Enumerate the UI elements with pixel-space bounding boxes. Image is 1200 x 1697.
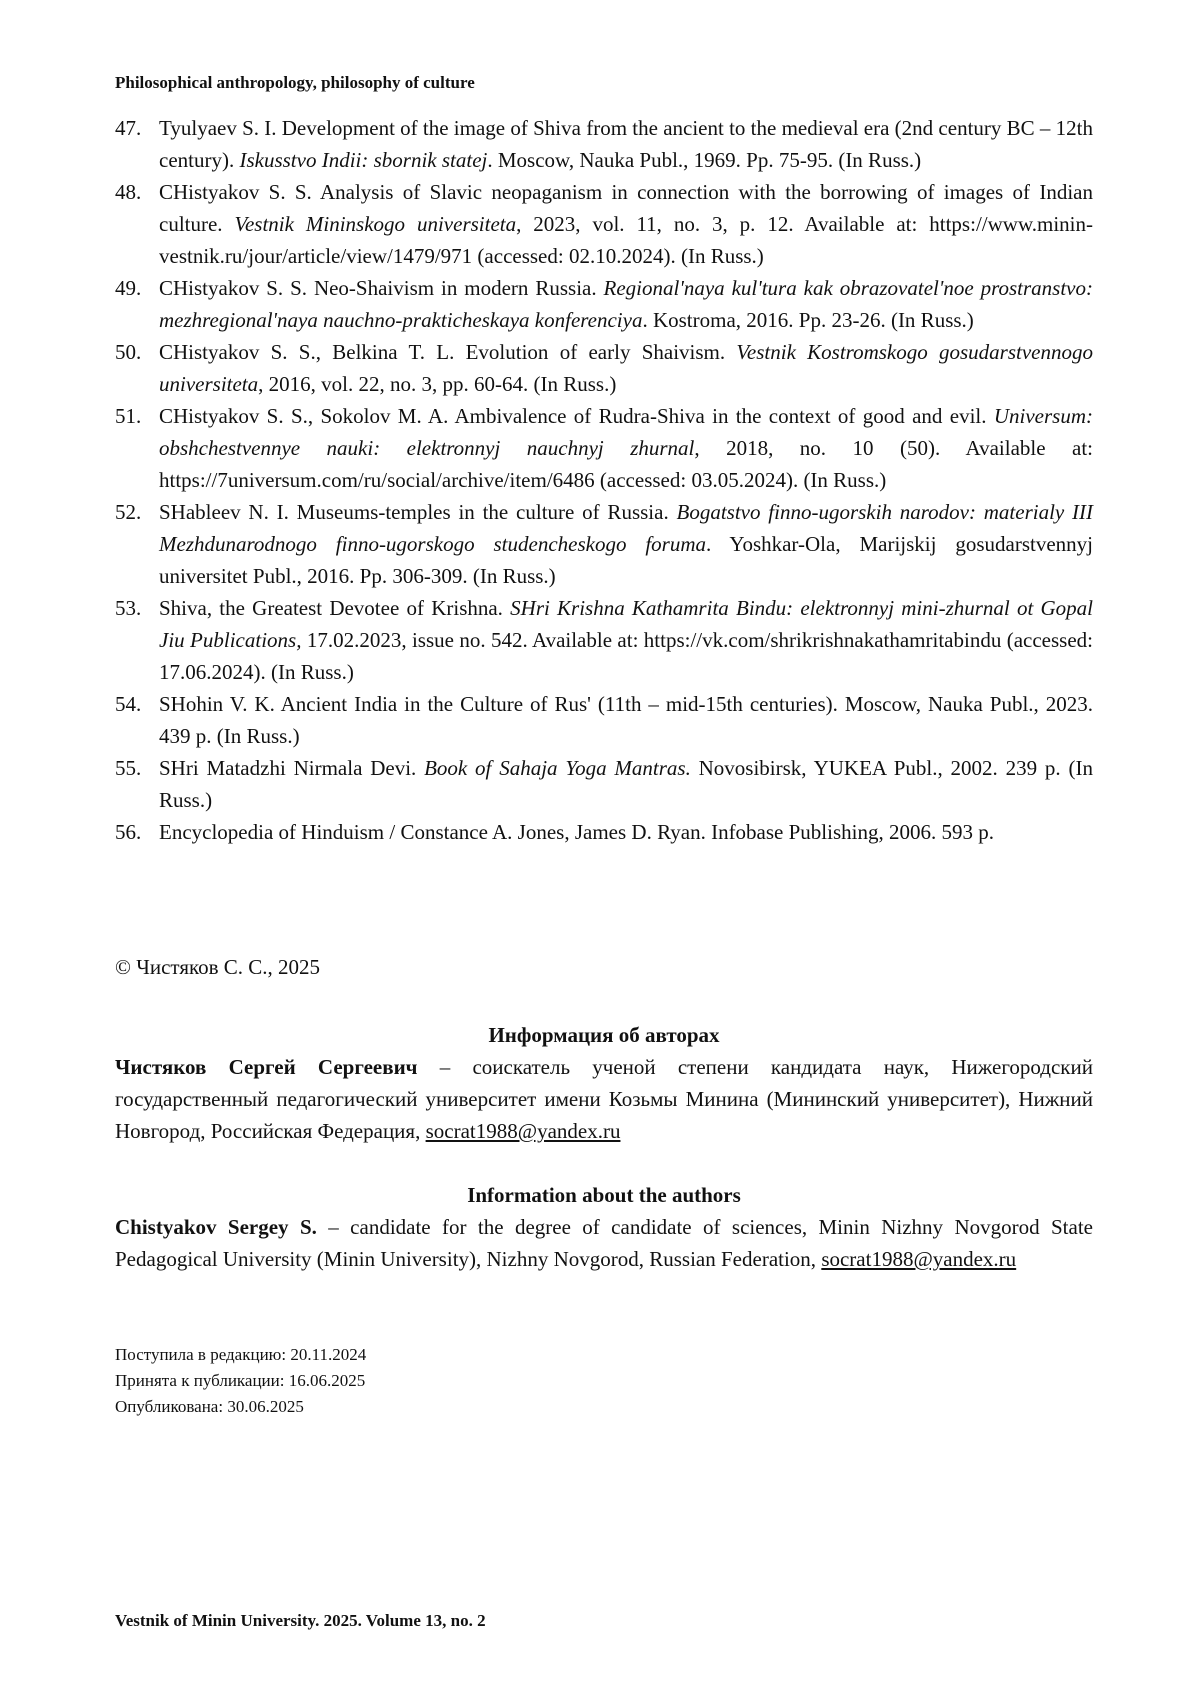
reference-source-title: Vestnik Mininskogo universiteta	[234, 212, 516, 236]
publication-dates	[115, 1342, 366, 1420]
date-published: Опубликована: 30.06.2025	[115, 1394, 366, 1420]
reference-number: 56.	[115, 816, 141, 848]
reference-number: 47.	[115, 112, 141, 144]
reference-item	[115, 816, 1093, 848]
reference-text: Shiva, the Greatest Devotee of Krishna.	[159, 596, 510, 620]
reference-source-title: Bogatstvo finno-ugorskih narodov: materialy III Mezhdunarodnogo finno-ugorskogo studencheskogo foruma	[159, 500, 1093, 556]
reference-number: 48.	[115, 176, 141, 208]
reference-source-title: Book of Sahaja Yoga Mantras.	[424, 756, 691, 780]
author-email-link-en[interactable]: socrat1988@yandex.ru	[821, 1247, 1016, 1271]
reference-number: 53.	[115, 592, 141, 624]
reference-text: SHohin V. K. Ancient India in the Culture of Rus' (11th – mid-15th centuries). Moscow, Nauka Publ., 2023. 439 p. (In Russ.)	[159, 692, 1093, 748]
authors-info-en	[115, 1179, 1093, 1275]
author-name-ru: Чистяков Сергей Сергеевич	[115, 1055, 418, 1079]
reference-number: 54.	[115, 688, 141, 720]
reference-number: 55.	[115, 752, 141, 784]
copyright-notice: © Чистяков С. С., 2025	[115, 951, 320, 983]
reference-text: . Moscow, Nauka Publ., 1969. Pp. 75-95. (In Russ.)	[487, 148, 921, 172]
reference-number: 50.	[115, 336, 141, 368]
author-email-link-ru[interactable]: socrat1988@yandex.ru	[426, 1119, 621, 1143]
date-received: Поступила в редакцию: 20.11.2024	[115, 1342, 366, 1368]
author-description-ru: – соискатель ученой степени кандидата наук, Нижегородский государственный педагогический университет имени Козьмы Минина (Мининский университет), Нижний Новгород, Российская Федерация,	[115, 1055, 1093, 1143]
reference-text: Novosibirsk, YUKEA Publ., 2002. 239 p. (In Russ.)	[159, 756, 1093, 812]
reference-item	[115, 688, 1093, 752]
reference-item	[115, 176, 1093, 272]
reference-item	[115, 272, 1093, 336]
reference-source-title: Vestnik Kostromskogo gosudarstvennogo universiteta	[159, 340, 1093, 396]
reference-text: , 2018, no. 10 (50). Available at: https://7universum.com/ru/social/archive/item/6486 (accessed: 03.05.2024). (In Russ.)	[159, 436, 1093, 492]
reference-text: , 2023, vol. 11, no. 3, p. 12. Available at: https://www.minin-vestnik.ru/jour/article/view/1479/971 (accessed: 02.10.2024). (In Russ.)	[159, 212, 1093, 268]
authors-info-ru	[115, 1019, 1093, 1147]
reference-text: Encyclopedia of Hinduism / Constance A. Jones, James D. Ryan. Infobase Publishing, 2006. 593 p.	[159, 820, 994, 844]
reference-text: . Kostroma, 2016. Pp. 23-26. (In Russ.)	[642, 308, 973, 332]
reference-text: 17.02.2023, issue no. 542. Available at: https://vk.com/shrikrishnakathamritabindu (accessed: 17.06.2024). (In Russ.)	[159, 628, 1093, 684]
reference-source-title: Iskusstvo Indii: sbornik statej	[239, 148, 487, 172]
date-accepted: Принята к публикации: 16.06.2025	[115, 1368, 366, 1394]
reference-source-title: SHri Krishna Kathamrita Bindu: elektronnyj mini-zhurnal ot Gopal Jiu Publications,	[159, 596, 1093, 652]
reference-item	[115, 592, 1093, 688]
reference-text: CHistyakov S. S. Analysis of Slavic neopaganism in connection with the borrowing of images of Indian culture.	[159, 180, 1093, 236]
author-entry-ru	[115, 1051, 1093, 1147]
reference-list	[115, 112, 1093, 848]
reference-item	[115, 336, 1093, 400]
reference-text: CHistyakov S. S. Neo-Shaivism in modern Russia.	[159, 276, 604, 300]
reference-text: SHableev N. I. Museums-temples in the culture of Russia.	[159, 500, 677, 524]
reference-item	[115, 400, 1093, 496]
reference-number: 52.	[115, 496, 141, 528]
reference-text: SHri Matadzhi Nirmala Devi.	[159, 756, 424, 780]
running-footer: Vestnik of Minin University. 2025. Volume 13, no. 2	[115, 1611, 486, 1631]
reference-text: Tyulyaev S. I. Development of the image of Shiva from the ancient to the medieval era (2nd century BC – 12th century).	[159, 116, 1093, 172]
reference-source-title: Universum: obshchestvennye nauki: elektronnyj nauchnyj zhurnal	[159, 404, 1093, 460]
running-header: Philosophical anthropology, philosophy of culture	[115, 73, 475, 93]
authors-info-ru-title: Информация об авторах	[115, 1019, 1093, 1051]
author-name-en: Chistyakov Sergey S.	[115, 1215, 317, 1239]
reference-item	[115, 496, 1093, 592]
author-description-en: – candidate for the degree of candidate of sciences, Minin Nizhny Novgorod State Pedagogical University (Minin University), Nizhny Novgorod, Russian Federation,	[115, 1215, 1093, 1271]
reference-item	[115, 112, 1093, 176]
author-entry-en	[115, 1211, 1093, 1275]
reference-item	[115, 752, 1093, 816]
reference-source-title: Regional'naya kul'tura kak obrazovatel'noe prostranstvo: mezhregional'naya nauchno-prakticheskaya konferenciya	[159, 276, 1093, 332]
authors-info-en-title: Information about the authors	[115, 1179, 1093, 1211]
reference-text: CHistyakov S. S., Belkina T. L. Evolution of early Shaivism.	[159, 340, 736, 364]
reference-number: 49.	[115, 272, 141, 304]
reference-text: . Yoshkar-Ola, Marijskij gosudarstvennyj universitet Publ., 2016. Pp. 306-309. (In Russ.)	[159, 532, 1093, 588]
reference-text: , 2016, vol. 22, no. 3, pp. 60-64. (In Russ.)	[258, 372, 616, 396]
reference-number: 51.	[115, 400, 141, 432]
reference-text: CHistyakov S. S., Sokolov M. A. Ambivalence of Rudra-Shiva in the context of good and evil.	[159, 404, 994, 428]
